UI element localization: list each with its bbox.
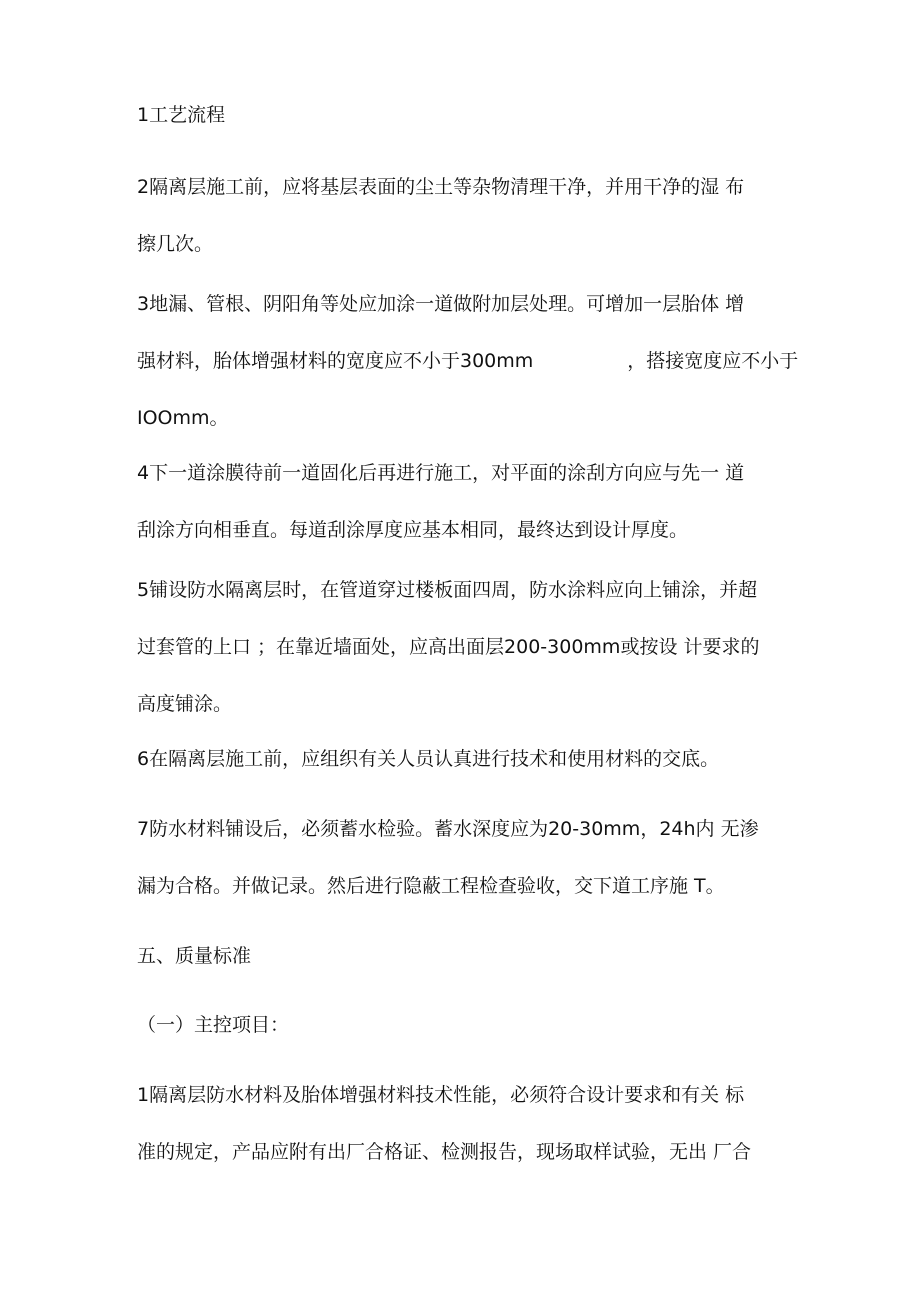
paragraph-line: 擦几次。 [137, 233, 214, 255]
paragraph-quality-item-1 [137, 1067, 787, 1181]
paragraph-item-4 [137, 445, 787, 559]
paragraph-item-6 [137, 731, 787, 788]
paragraph-line: 1隔离层防水材料及胎体增强材料技术性能，必须符合设计要求和有关 标 [137, 1084, 745, 1106]
paragraph-line: 3地漏、管根、阴阳角等处应加涂一道做附加层处理。可增加一层胎体 增 [137, 293, 745, 315]
paragraph-line: 刮涂方向相垂直。每道刮涂厚度应基本相同，最终达到设计厚度。 [137, 519, 689, 541]
paragraph-line: 6在隔离层施工前，应组织有关人员认真进行技术和使用材料的交底。 [137, 748, 720, 770]
text-fragment: ，搭接宽度应不小于 [627, 350, 799, 372]
section-title: 五、质量标准 [137, 945, 252, 967]
paragraph-line: 漏为合格。并做记录。然后进行隐蔽工程检查验收，交下道工序施 T。 [137, 875, 725, 897]
paragraph-line: IOOmm。 [137, 407, 229, 429]
paragraph-line: 5铺设防水隔离层时，在管道穿过楼板面四周，防水涂料应向上铺涂，并超 [137, 579, 758, 601]
paragraph-item-2 [137, 159, 787, 273]
paragraph-line: 准的规定，产品应附有出厂合格证、检测报告，现场取样试验，无出 厂合 [137, 1141, 752, 1163]
text-fragment: 强材料，胎体增强材料的宽度应不小于300mm [137, 350, 534, 372]
paragraph-line: 过套管的上口 ；在靠近墙面处，应高出面层200-300mm或按设 计要求的 [137, 636, 760, 658]
section-heading-quality-standard [137, 928, 787, 985]
paragraph-item-3 [137, 276, 799, 447]
paragraph-line: 1工艺流程 [137, 104, 226, 126]
subsection-title: （一）主控项目： [137, 1014, 290, 1036]
subsection-heading-main-control [137, 997, 787, 1054]
paragraph-line [137, 333, 799, 390]
paragraph-line: 7防水材料铺设后，必须蓄水检验。蓄水深度应为20-30mm，24h内 无渗 [137, 818, 759, 840]
paragraph-line: 2隔离层施工前，应将基层表面的尘土等杂物清理干净，并用干净的湿 布 [137, 176, 745, 198]
paragraph-item-7 [137, 801, 787, 915]
paragraph-process-flow [137, 87, 787, 144]
paragraph-line: 高度铺涂。 [137, 693, 233, 715]
paragraph-line: 4下一道涂膜待前一道固化后再进行施工，对平面的涂刮方向应与先一 道 [137, 462, 745, 484]
paragraph-item-5 [137, 562, 787, 733]
